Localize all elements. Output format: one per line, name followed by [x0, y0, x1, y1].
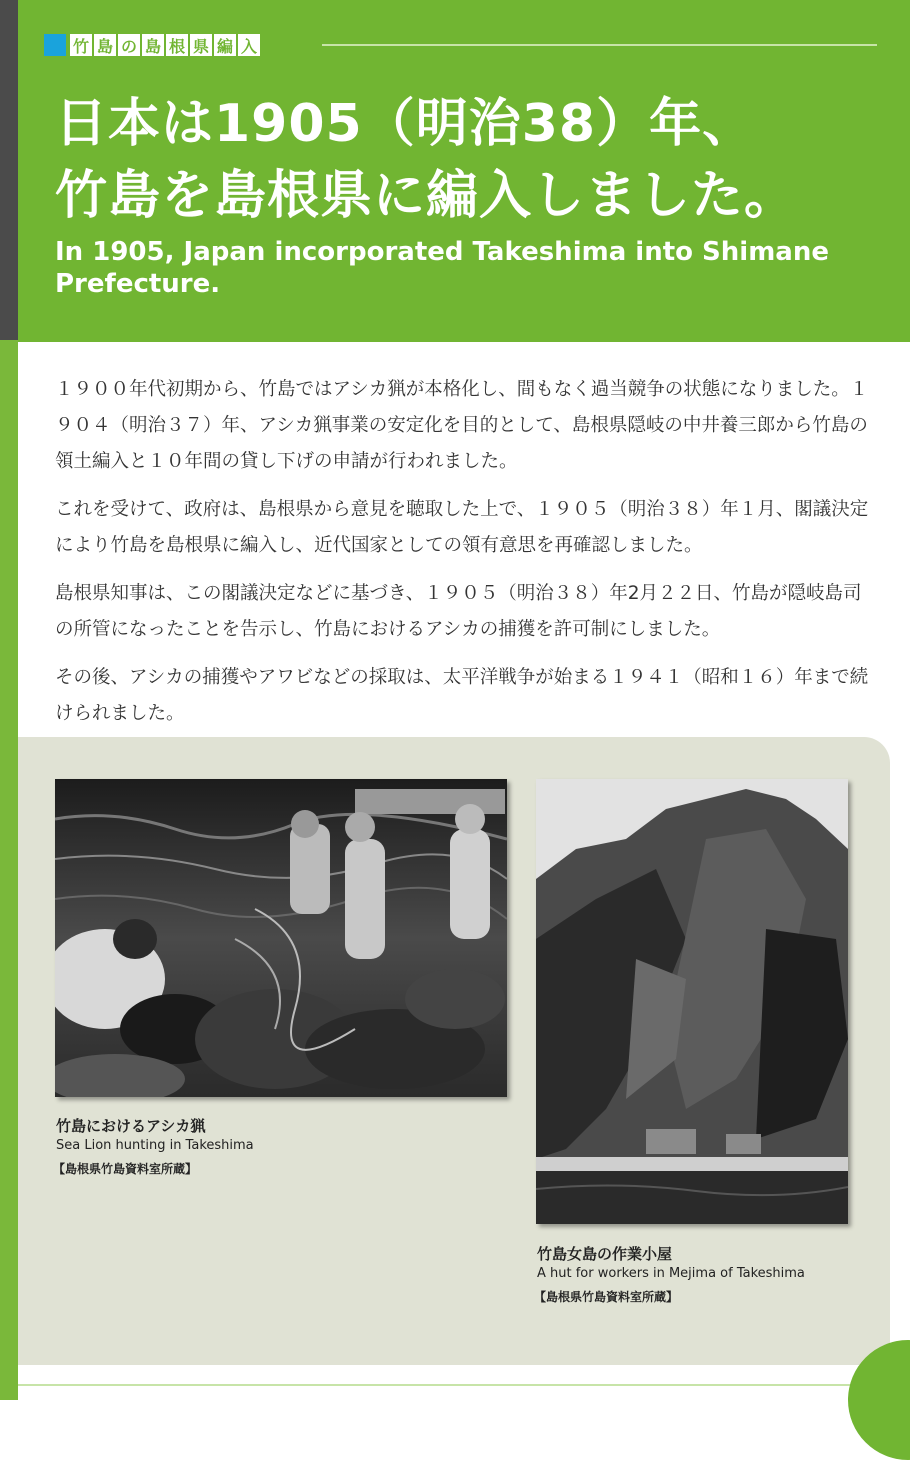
sea-lion-hunting-photo [55, 779, 507, 1097]
section-tag-char: 竹 [70, 34, 92, 56]
paragraph: １９００年代初期から、竹島ではアシカ猟が本格化し、間もなく過当競争の状態になりました。１９０４（明治３７）年、アシカ猟事業の安定化を目的として、島根県隠岐の中井養三郎から竹島の領土編入と１０年間の貸し下げの申請が行われました。 [55, 379, 869, 472]
body-text [55, 372, 875, 744]
paragraph: これを受けて、政府は、島根県から意見を聴取した上で、１９０５（明治３８）年１月、閣議決定により竹島を島根県に編入し、近代国家としての領有意思を再確認しました。 [55, 499, 869, 556]
paragraph: 島根県知事は、この閣議決定などに基づき、１９０５（明治３８）年2月２２日、竹島が隠岐島司の所管になったことを告示し、竹島におけるアシカの捕獲を許可制にしました。 [55, 583, 862, 640]
section-tag-char: 島 [142, 34, 164, 56]
section-tag-char: 根 [166, 34, 188, 56]
section-tag-rule [322, 44, 877, 46]
bottom-rule [18, 1384, 910, 1386]
mejima-hut-photo [536, 779, 848, 1224]
blue-square-icon [44, 34, 66, 56]
photo2-source: 【島根県竹島資料室所蔵】 [534, 1290, 679, 1304]
page-title [55, 88, 797, 232]
section-tag-char: 島 [94, 34, 116, 56]
section-tag-char: 入 [238, 34, 260, 56]
section-tag-char: 編 [214, 34, 236, 56]
photo1-caption-en: Sea Lion hunting in Takeshima [56, 1138, 254, 1153]
photo1-caption-jp: 竹島におけるアシカ猟 [56, 1117, 206, 1135]
section-tag-char: 県 [190, 34, 212, 56]
paragraph: その後、アシカの捕獲やアワビなどの採取は、太平洋戦争が始まる１９４１（昭和１６）年まで続けられました。 [55, 667, 869, 724]
title-line-2: 竹島を島根県に編入しました。 [55, 166, 798, 226]
section-tag [44, 34, 260, 56]
section-tag-char: の [118, 34, 140, 56]
page-subtitle-en: In 1905, Japan incorporated Takeshima into Shimane Prefecture. [55, 237, 829, 299]
title-line-1: 日本は1905（明治38）年、 [55, 94, 756, 154]
photo2-caption-en: A hut for workers in Mejima of Takeshima [537, 1266, 805, 1281]
photo-panel [18, 737, 890, 1365]
photo1-source: 【島根県竹島資料室所蔵】 [53, 1162, 198, 1176]
photo2-caption-jp: 竹島女島の作業小屋 [537, 1245, 673, 1263]
header-dark-strip [0, 0, 18, 340]
